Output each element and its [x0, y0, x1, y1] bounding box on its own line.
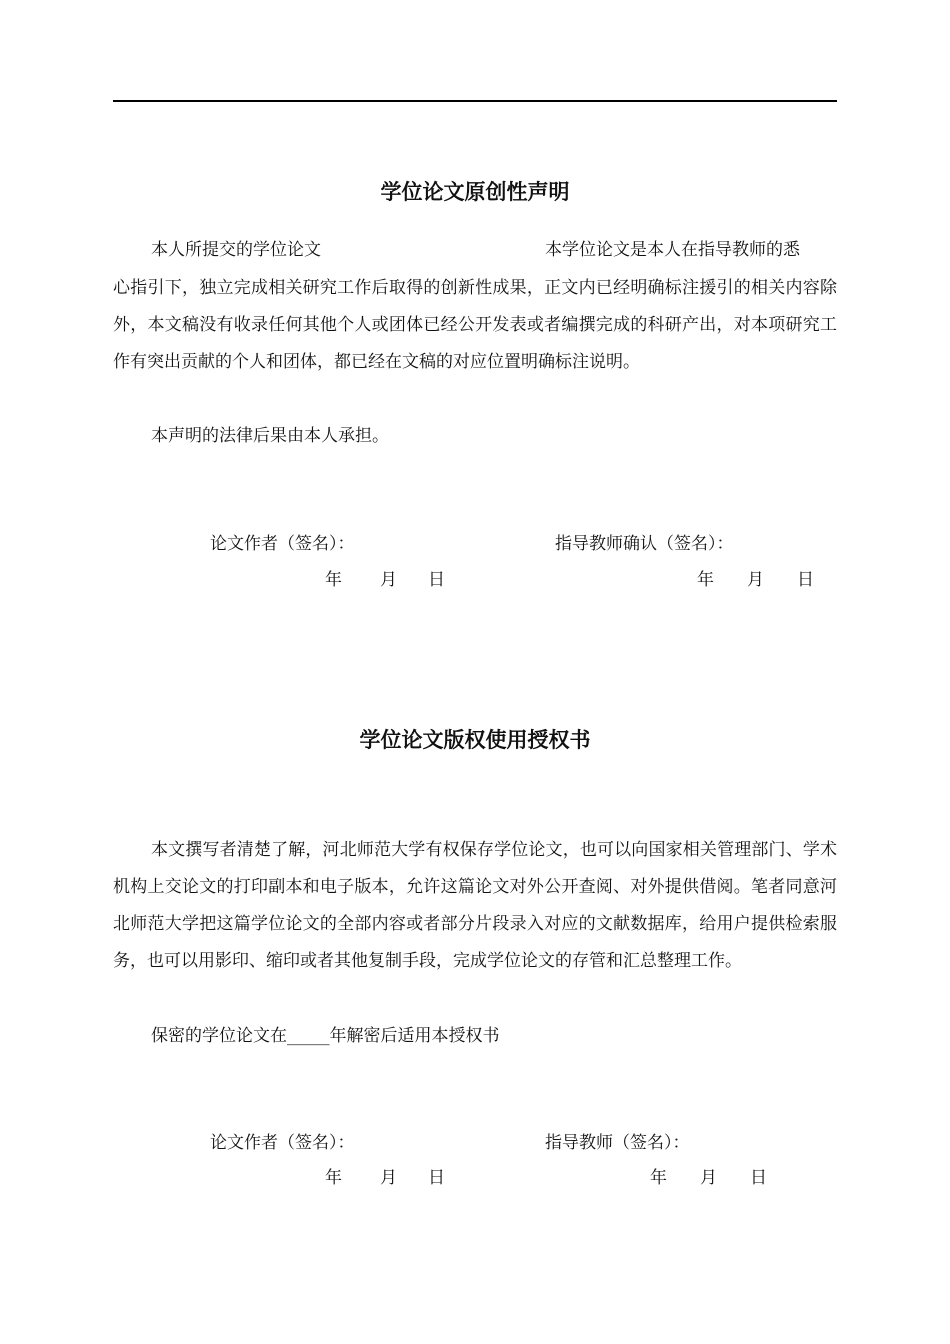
- declaration-para1-lead: 本人所提交的学位论文: [151, 240, 321, 260]
- date-year: 年: [697, 570, 714, 590]
- date-year: 年: [325, 1168, 342, 1188]
- date-year: 年: [325, 570, 342, 590]
- date-month: 月: [700, 1168, 717, 1188]
- declaration-para1-line1: [151, 240, 321, 260]
- declaration-advisor-date: [697, 570, 814, 590]
- authorization-para2: 保密的学位论文在_____年解密后适用本授权书: [151, 1026, 500, 1046]
- authorization-para1: 本文撰写者清楚了解，河北师范大学有权保存学位论文，也可以向国家相关管理部门、学术机构上交论文的打印副本和电子版本，允许这篇论文对外公开查阅、对外提供借阅。笔者同意河北师范大学把这篇学位论文的全部内容或者部分片段录入对应的文献数据库，给用户提供检索服务，也可以用影印、缩印或者其他复制手段，完成学位论文的存管和汇总整理工作。: [113, 840, 837, 971]
- declaration-author-date: [325, 570, 445, 590]
- date-day: 日: [797, 570, 814, 590]
- authorization-advisor-sign: 指导教师（签名）：: [545, 1133, 690, 1153]
- date-year: 年: [650, 1168, 667, 1188]
- declaration-author-sign: 论文作者（签名）：: [210, 534, 355, 554]
- authorization-author-date: [325, 1168, 445, 1188]
- date-month: 月: [747, 570, 764, 590]
- declaration-title: 学位论文原创性声明: [380, 180, 570, 204]
- declaration-advisor-sign: 指导教师确认（签名）：: [555, 534, 734, 554]
- authorization-title: 学位论文版权使用授权书: [359, 728, 591, 752]
- authorization-advisor-date: [650, 1168, 767, 1188]
- date-day: 日: [428, 570, 445, 590]
- date-month: 月: [380, 570, 397, 590]
- declaration-para1-line1-rest: [545, 240, 800, 260]
- declaration-para2: 本声明的法律后果由本人承担。: [151, 426, 389, 446]
- header-rule: [113, 100, 837, 102]
- declaration-para1-continued: 心指引下，独立完成相关研究工作后取得的创新性成果，正文内已经明确标注援引的相关内容除外，本文稿没有收录任何其他个人或团体已经公开发表或者编撰完成的科研产出，对本项研究工作有突出贡献的个人和团体，都已经在文稿的对应位置明确标注说明。: [113, 278, 837, 372]
- authorization-author-sign: 论文作者（签名）：: [210, 1133, 355, 1153]
- declaration-para1-rest: 本学位论文是本人在指导教师的悉: [545, 240, 800, 260]
- date-day: 日: [750, 1168, 767, 1188]
- date-day: 日: [428, 1168, 445, 1188]
- date-month: 月: [380, 1168, 397, 1188]
